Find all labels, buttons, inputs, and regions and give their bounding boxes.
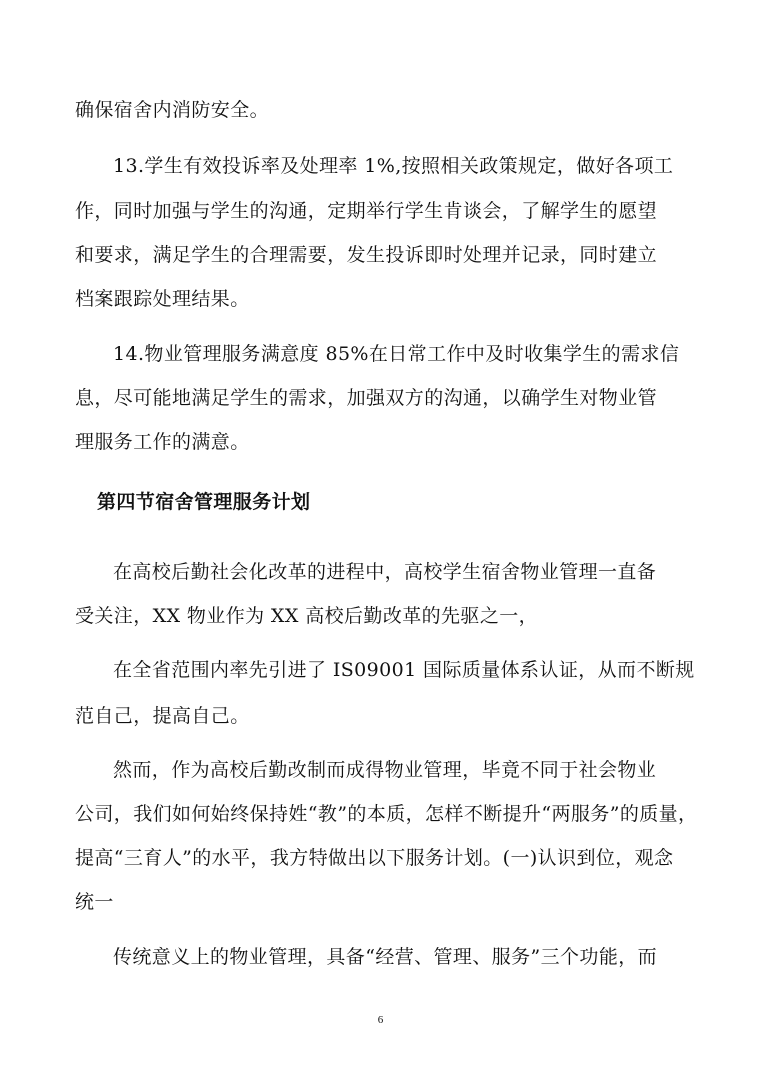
text-line: 作，同时加强与学生的沟通，定期举行学生肯谈会，了解学生的愿望 xyxy=(75,200,658,222)
text-line: 息，尽可能地满足学生的需求，加强双方的沟通，以确学生对物业管 xyxy=(75,387,658,409)
text-line: 14.物业管理服务满意度 85%在日常工作中及时收集学生的需求信 xyxy=(113,343,680,365)
page-number: 6 xyxy=(377,1014,384,1026)
text-line: 传统意义上的物业管理，具备“经营、管理、服务”三个功能，而 xyxy=(113,946,658,968)
text-line: 在全省范围内率先引进了 IS09001 国际质量体系认证，从而不断规 xyxy=(113,659,695,681)
text-line: 在高校后勤社会化改革的进程中，高校学生宿舍物业管理一直备 xyxy=(113,561,657,583)
text-line: 统一 xyxy=(75,891,114,913)
text-line: 提高“三育人”的水平，我方特做出以下服务计划。(一)认识到位，观念 xyxy=(75,847,674,869)
text-line: 受关注，XX 物业作为 XX 高校后勤改革的先驱之一， xyxy=(75,605,539,627)
text-line: 理服务工作的满意。 xyxy=(75,431,250,453)
text-line: 公司，我们如何始终保持姓“教”的本质，怎样不断提升“两服务”的质量， xyxy=(75,803,698,825)
text-line: 然而，作为高校后勤改制而成得物业管理，毕竟不同于社会物业 xyxy=(113,759,657,781)
text-line: 确保宿舍内消防安全。 xyxy=(75,99,270,121)
text-line: 范自己，提高自己。 xyxy=(75,705,250,727)
text-line: 和要求，满足学生的合理需要，发生投诉即时处理并记录，同时建立 xyxy=(75,244,658,266)
text-line: 13.学生有效投诉率及处理率 1%,按照相关政策规定，做好各项工 xyxy=(113,155,674,177)
section-heading: 第四节宿舍管理服务计划 xyxy=(97,491,311,513)
text-line: 档案跟踪处理结果。 xyxy=(75,288,250,310)
